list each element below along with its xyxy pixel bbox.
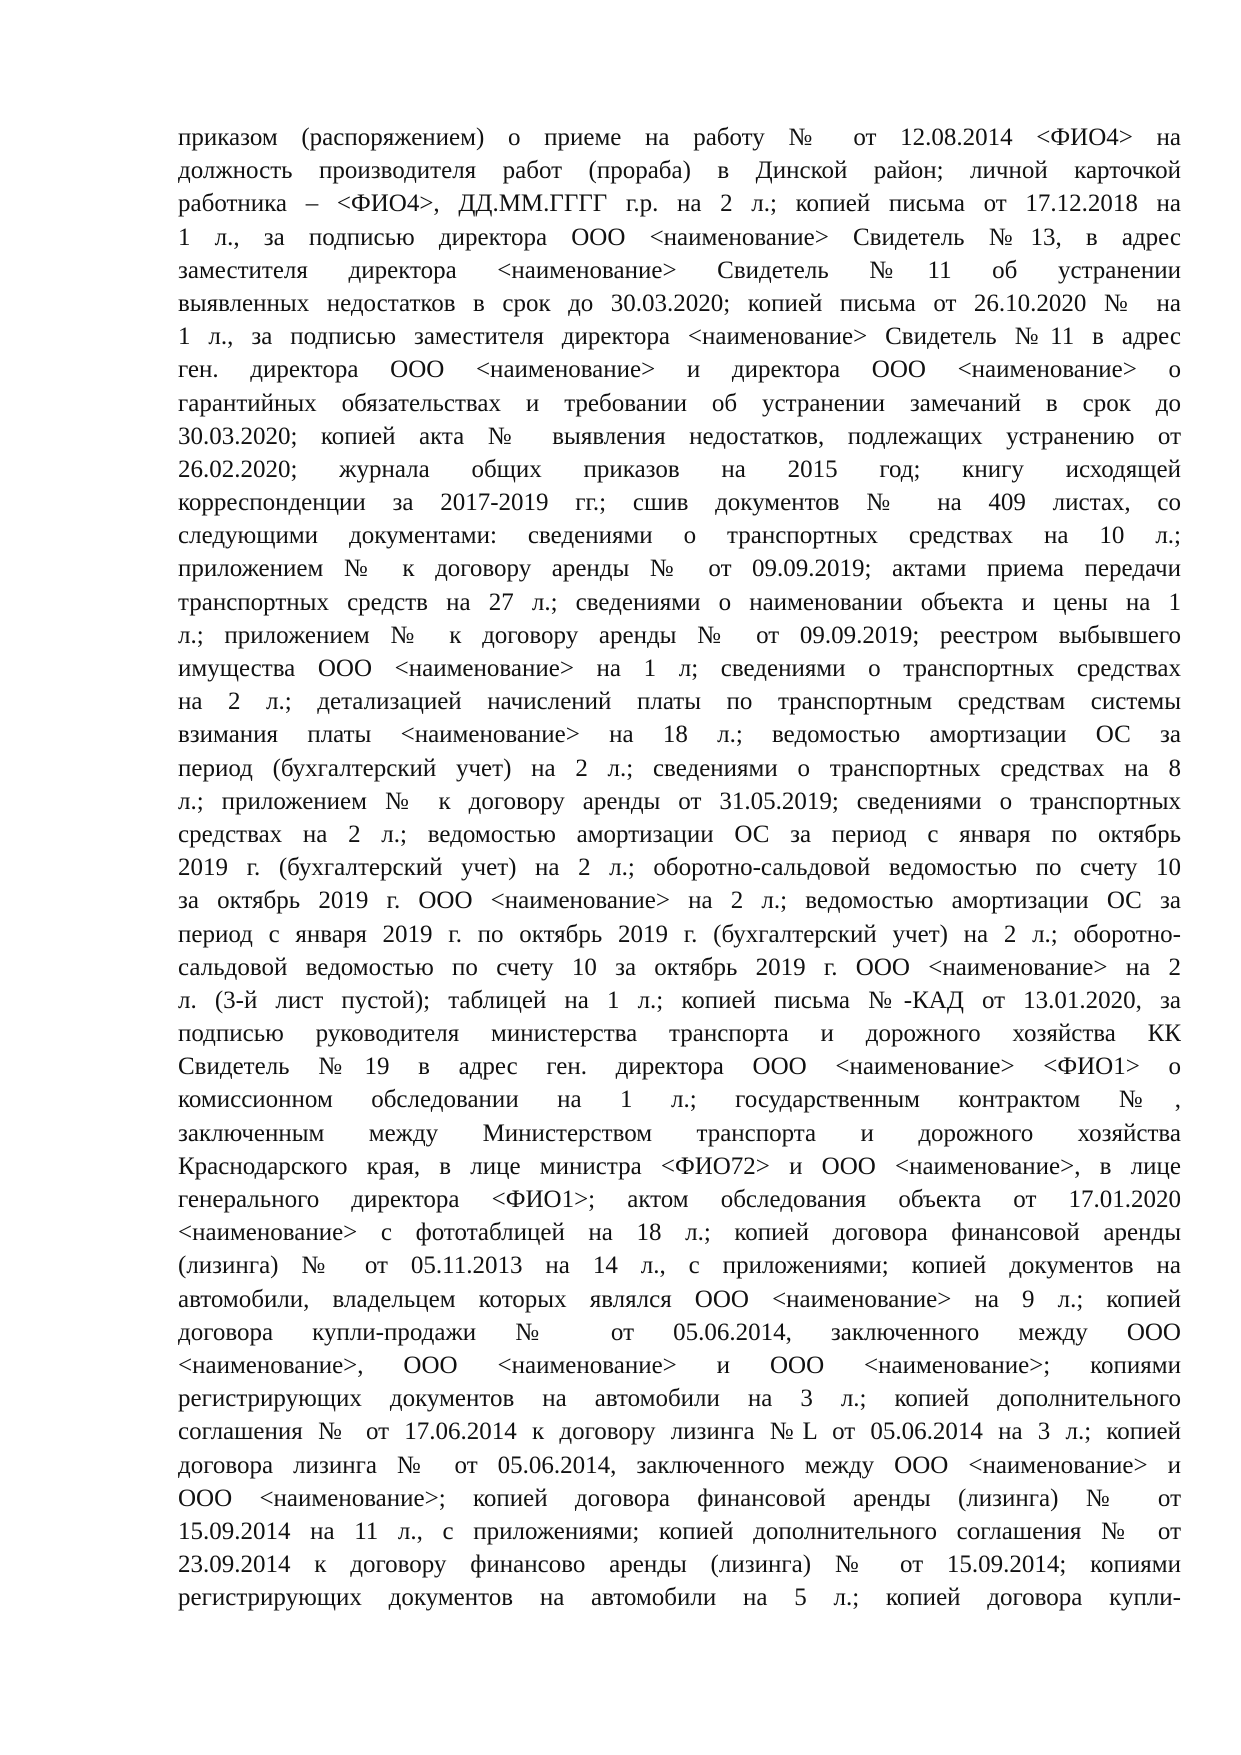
text-line: 1 л., за подписью заместителя директора <наименование> Свидетель №11 в адрес bbox=[178, 323, 1181, 351]
text-line: подписью руководителя министерства транспорта и дорожного хозяйства КК bbox=[178, 1020, 1181, 1048]
text-line: за октябрь 2019 г. ООО <наименование> на 2 л.; ведомостью амортизации ОС за bbox=[178, 887, 1181, 915]
text-line: взимания платы <наименование> на 18 л.; ведомостью амортизации ОС за bbox=[178, 721, 1181, 749]
text-line: соглашения № от 17.06.2014 к договору лизинга №L от 05.06.2014 на 3 л.; копией bbox=[178, 1418, 1181, 1446]
text-line: 15.09.2014 на 11 л., с приложениями; копией дополнительного соглашения № от bbox=[178, 1517, 1181, 1545]
text-line: 30.03.2020; копией акта № выявления недостатков, подлежащих устранению от bbox=[178, 422, 1181, 450]
text-line: регистрирующих документов на автомобили на 5 л.; копией договора купли- bbox=[178, 1584, 1181, 1612]
text-line: договора купли-продажи № от 05.06.2014, заключенного между ООО bbox=[178, 1318, 1181, 1346]
text-line: заместителя директора <наименование> Свидетель №11 об устранении bbox=[178, 256, 1181, 284]
text-line: должность производителя работ (прораба) в Динской район; личной карточкой bbox=[178, 157, 1181, 185]
text-line: средствах на 2 л.; ведомостью амортизации ОС за период с января по октябрь bbox=[178, 820, 1181, 848]
text-line: комиссионном обследовании на 1 л.; государственным контрактом №, bbox=[178, 1086, 1181, 1114]
text-line: ООО <наименование>; копией договора финансовой аренды (лизинга) № от bbox=[178, 1484, 1181, 1512]
text-line: приложением № к договору аренды № от 09.09.2019; актами приема передачи bbox=[178, 555, 1181, 583]
text-line: сальдовой ведомостью по счету 10 за октябрь 2019 г. ООО <наименование> на 2 bbox=[178, 953, 1181, 981]
text-line: на 2 л.; детализацией начислений платы по транспортным средствам системы bbox=[178, 688, 1181, 716]
text-line: 26.02.2020; журнала общих приказов на 2015 год; книгу исходящей bbox=[178, 455, 1181, 483]
text-line: 2019 г. (бухгалтерский учет) на 2 л.; оборотно-сальдовой ведомостью по счету 10 bbox=[178, 854, 1181, 882]
text-line: л.; приложением № к договору аренды № от 09.09.2019; реестром выбывшего bbox=[178, 621, 1181, 649]
text-line: регистрирующих документов на автомобили на 3 л.; копией дополнительного bbox=[178, 1385, 1181, 1413]
text-line: 23.09.2014 к договору финансово аренды (лизинга) № от 15.09.2014; копиями bbox=[178, 1551, 1181, 1579]
text-line: договора лизинга № от 05.06.2014, заключенного между ООО <наименование> и bbox=[178, 1451, 1181, 1479]
text-line: автомобили, владельцем которых являлся ООО <наименование> на 9 л.; копией bbox=[178, 1285, 1181, 1313]
text-line: <наименование> с фототаблицей на 18 л.; копией договора финансовой аренды bbox=[178, 1219, 1181, 1247]
text-line: 1 л., за подписью директора ООО <наименование> Свидетель №13, в адрес bbox=[178, 223, 1181, 251]
text-line: заключенным между Министерством транспорта и дорожного хозяйства bbox=[178, 1119, 1181, 1147]
text-line: Свидетель №19 в адрес ген. директора ООО <наименование> <ФИО1> о bbox=[178, 1053, 1181, 1081]
text-line: транспортных средств на 27 л.; сведениями о наименовании объекта и цены на 1 bbox=[178, 588, 1181, 616]
text-line: гарантийных обязательствах и требовании об устранении замечаний в срок до bbox=[178, 389, 1181, 417]
text-line: корреспонденции за 2017-2019 гг.; сшив документов № на 409 листах, со bbox=[178, 489, 1181, 517]
text-line: Краснодарского края, в лице министра <ФИО72> и ООО <наименование>, в лице bbox=[178, 1152, 1181, 1180]
text-line: имущества ООО <наименование> на 1 л; сведениями о транспортных средствах bbox=[178, 655, 1181, 682]
text-line: выявленных недостатков в срок до 30.03.2020; копией письма от 26.10.2020 № на bbox=[178, 289, 1181, 317]
body-text bbox=[178, 121, 1181, 1614]
text-line: л.; приложением № к договору аренды от 31.05.2019; сведениями о транспортных bbox=[178, 787, 1181, 815]
text-line: период (бухгалтерский учет) на 2 л.; сведениями о транспортных средствах на 8 bbox=[178, 754, 1181, 782]
text-line: приказом (распоряжением) о приеме на работу № от 12.08.2014 <ФИО4> на bbox=[178, 124, 1181, 151]
text-line: следующими документами: сведениями о транспортных средствах на 10 л.; bbox=[178, 522, 1181, 550]
text-line: (лизинга) № от 05.11.2013 на 14 л., с приложениями; копией документов на bbox=[178, 1252, 1181, 1280]
text-line: работника – <ФИО4>, ДД.ММ.ГГГГ г.р. на 2 л.; копией письма от 17.12.2018 на bbox=[178, 190, 1181, 218]
text-line: л. (3-й лист пустой); таблицей на 1 л.; копией письма №-КАД от 13.01.2020, за bbox=[178, 986, 1181, 1014]
text-line: генерального директора <ФИО1>; актом обследования объекта от 17.01.2020 bbox=[178, 1186, 1181, 1213]
text-line: <наименование>, ООО <наименование> и ООО <наименование>; копиями bbox=[178, 1351, 1181, 1379]
text-line: период с января 2019 г. по октябрь 2019 г. (бухгалтерский учет) на 2 л.; оборотно- bbox=[178, 920, 1181, 948]
text-line: ген. директора ООО <наименование> и директора ООО <наименование> о bbox=[178, 356, 1181, 384]
